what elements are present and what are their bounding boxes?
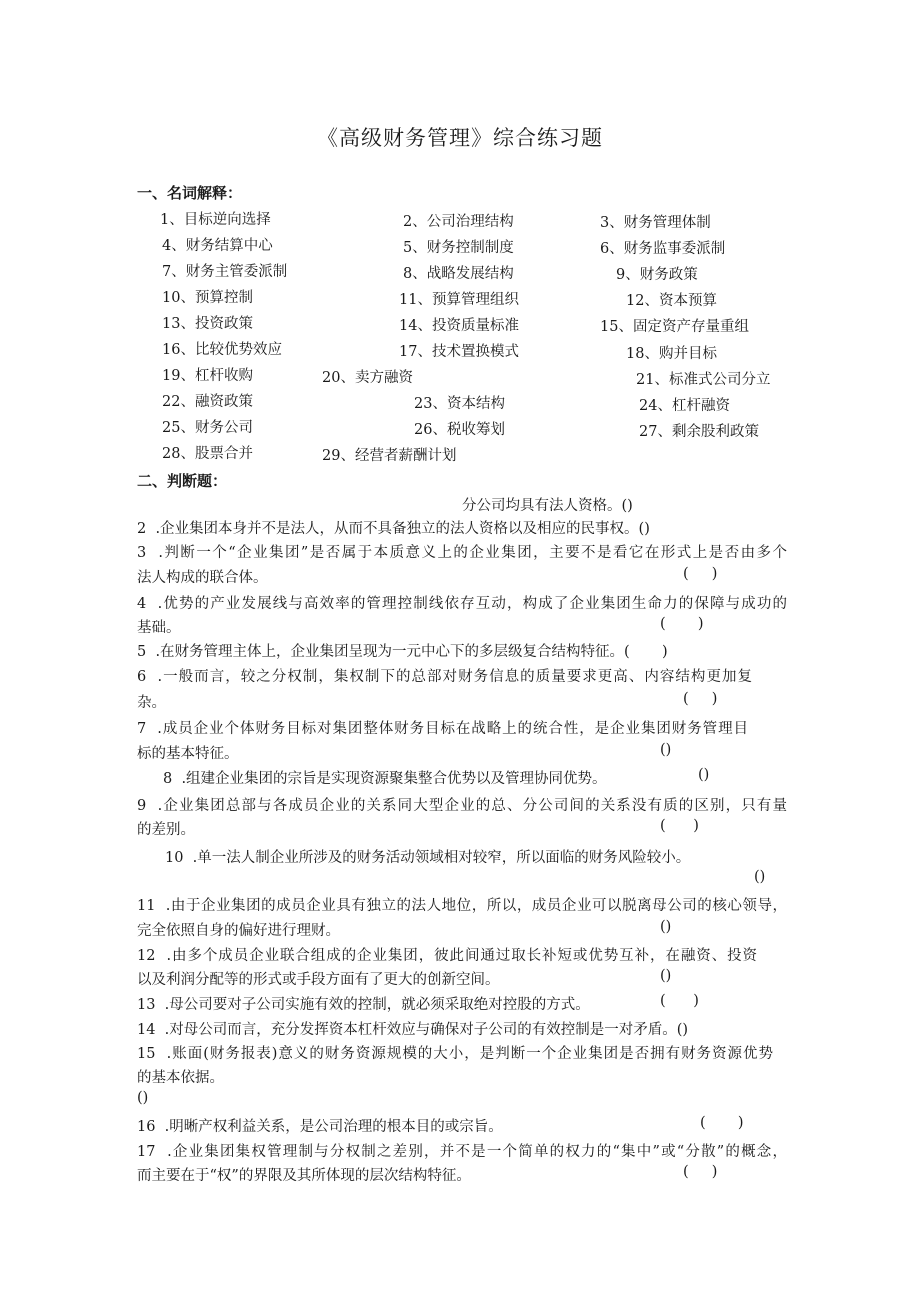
question-6-line2: 杂。 bbox=[137, 695, 166, 711]
question-15-line1: 15 .账面(财务报表)意义的财务资源规模的大小，是判断一个企业集团是否拥有财务资源优势 bbox=[137, 1046, 773, 1062]
question-7-line2: 标的基本特征。 bbox=[137, 746, 239, 762]
question-9-line1: 9 .企业集团总部与各成员企业的关系同大型企业的总、分公司间的关系没有质的区别，只有量 bbox=[137, 798, 787, 814]
question-16: 16 .明晰产权利益关系，是公司治理的根本目的或宗旨。 bbox=[137, 1119, 503, 1135]
answer-paren: () bbox=[137, 1090, 149, 1106]
question-2: 2 .企业集团本身并不是法人，从而不具备独立的法人资格以及相应的民事权。() bbox=[137, 521, 650, 537]
answer-paren: () bbox=[698, 767, 710, 783]
term-item: 17、技术置换模式 bbox=[399, 344, 519, 360]
term-item: 3、财务管理体制 bbox=[600, 215, 711, 231]
answer-paren: () bbox=[660, 742, 672, 758]
question-5: 5 .在财务管理主体上，企业集团呈现为一元中心下的多层级复合结构特征。( ) bbox=[137, 644, 668, 660]
term-item: 1、目标逆向选择 bbox=[160, 212, 271, 228]
answer-paren: () bbox=[660, 919, 672, 935]
question-3-line1: 3 .判断一个“企业集团”是否属于本质意义上的企业集团，主要不是看它在形式上是否由多个 bbox=[137, 545, 787, 561]
answer-paren: ( ) bbox=[683, 566, 718, 582]
question-12-line1: 12 .由多个成员企业联合组成的企业集团，彼此间通过取长补短或优势互补，在融资、投资 bbox=[137, 948, 757, 964]
question-1: 分公司均具有法人资格。() bbox=[462, 498, 633, 514]
term-item: 29、经营者薪酬计划 bbox=[322, 448, 457, 464]
term-item: 18、购并目标 bbox=[626, 346, 717, 362]
question-9-line2: 的差别。 bbox=[137, 822, 195, 838]
answer-paren: ( ) bbox=[683, 1164, 718, 1180]
term-item: 20、卖方融资 bbox=[322, 370, 413, 386]
answer-paren: ( ) bbox=[660, 616, 704, 632]
term-item: 4、财务结算中心 bbox=[162, 238, 273, 254]
term-item: 14、投资质量标准 bbox=[399, 318, 519, 334]
term-item: 16、比较优势效应 bbox=[162, 342, 282, 358]
term-item: 9、财务政策 bbox=[616, 267, 698, 283]
answer-paren: () bbox=[660, 968, 672, 984]
answer-paren: ( ) bbox=[660, 818, 699, 834]
question-14: 14 .对母公司而言，充分发挥资本杠杆效应与确保对子公司的有效控制是一对矛盾。() bbox=[137, 1022, 689, 1038]
term-item: 23、资本结构 bbox=[414, 396, 505, 412]
term-item: 6、财务监事委派制 bbox=[600, 241, 726, 257]
answer-paren: ( ) bbox=[700, 1115, 744, 1131]
section-heading-terms: 一、名词解释： bbox=[137, 184, 243, 202]
term-item: 21、标准式公司分立 bbox=[636, 372, 771, 388]
term-item: 27、剩余股利政策 bbox=[639, 424, 759, 440]
document-title: 《高级财务管理》综合练习题 bbox=[317, 126, 603, 150]
question-13: 13 .母公司要对子公司实施有效的控制，就必须采取绝对控股的方式。 bbox=[137, 997, 590, 1013]
question-3-line2: 法人构成的联合体。 bbox=[137, 570, 268, 586]
term-item: 8、战略发展结构 bbox=[403, 266, 514, 282]
answer-paren: () bbox=[754, 869, 766, 885]
term-item: 28、股票合并 bbox=[162, 446, 253, 462]
question-17-line1: 17 .企业集团集权管理制与分权制之差别，并不是一个简单的权力的“集中”或“分散”的概念， bbox=[137, 1144, 787, 1160]
question-7-line1: 7 .成员企业个体财务目标对集团整体财务目标在战略上的统合性，是企业集团财务管理目 bbox=[137, 721, 748, 737]
question-10: 10 .单一法人制企业所涉及的财务活动领域相对较窄，所以面临的财务风险较小。 bbox=[165, 850, 691, 866]
question-17-line2: 而主要在于“权”的界限及其所体现的层次结构特征。 bbox=[137, 1168, 471, 1184]
term-item: 19、杠杆收购 bbox=[162, 368, 253, 384]
term-item: 12、资本预算 bbox=[626, 293, 717, 309]
term-item: 7、财务主管委派制 bbox=[162, 264, 288, 280]
term-item: 2、公司治理结构 bbox=[403, 214, 514, 230]
question-12-line2: 以及利润分配等的形式或手段方面有了更大的创新空间。 bbox=[137, 972, 500, 988]
question-11-line2: 完全依照自身的偏好进行理财。 bbox=[137, 923, 340, 939]
question-11-line1: 11 .由于企业集团的成员企业具有独立的法人地位，所以，成员企业可以脱离母公司的核心领导， bbox=[137, 898, 787, 914]
question-4-line1: 4 .优势的产业发展线与高效率的管理控制线依存互动，构成了企业集团生命力的保障与成功的 bbox=[137, 596, 787, 612]
term-item: 13、投资政策 bbox=[162, 316, 253, 332]
term-item: 15、固定资产存量重组 bbox=[600, 319, 749, 335]
answer-paren: ( ) bbox=[683, 691, 718, 707]
question-4-line2: 基础。 bbox=[137, 620, 181, 636]
term-item: 10、预算控制 bbox=[162, 290, 253, 306]
answer-paren: ( ) bbox=[660, 993, 699, 1009]
term-item: 11、预算管理组织 bbox=[399, 292, 519, 308]
term-item: 26、税收筹划 bbox=[414, 422, 505, 438]
term-item: 24、杠杆融资 bbox=[639, 398, 730, 414]
term-item: 22、融资政策 bbox=[162, 394, 253, 410]
term-item: 5、财务控制制度 bbox=[403, 240, 514, 256]
term-item: 25、财务公司 bbox=[162, 420, 253, 436]
question-8: 8 .组建企业集团的宗旨是实现资源聚集整合优势以及管理协同优势。 bbox=[163, 771, 607, 787]
question-6-line1: 6 .一般而言，较之分权制，集权制下的总部对财务信息的质量要求更高、内容结构更加复 bbox=[137, 669, 752, 685]
question-15-line2: 的基本依据。 bbox=[137, 1070, 224, 1086]
section-heading-judgment: 二、判断题： bbox=[137, 472, 228, 490]
